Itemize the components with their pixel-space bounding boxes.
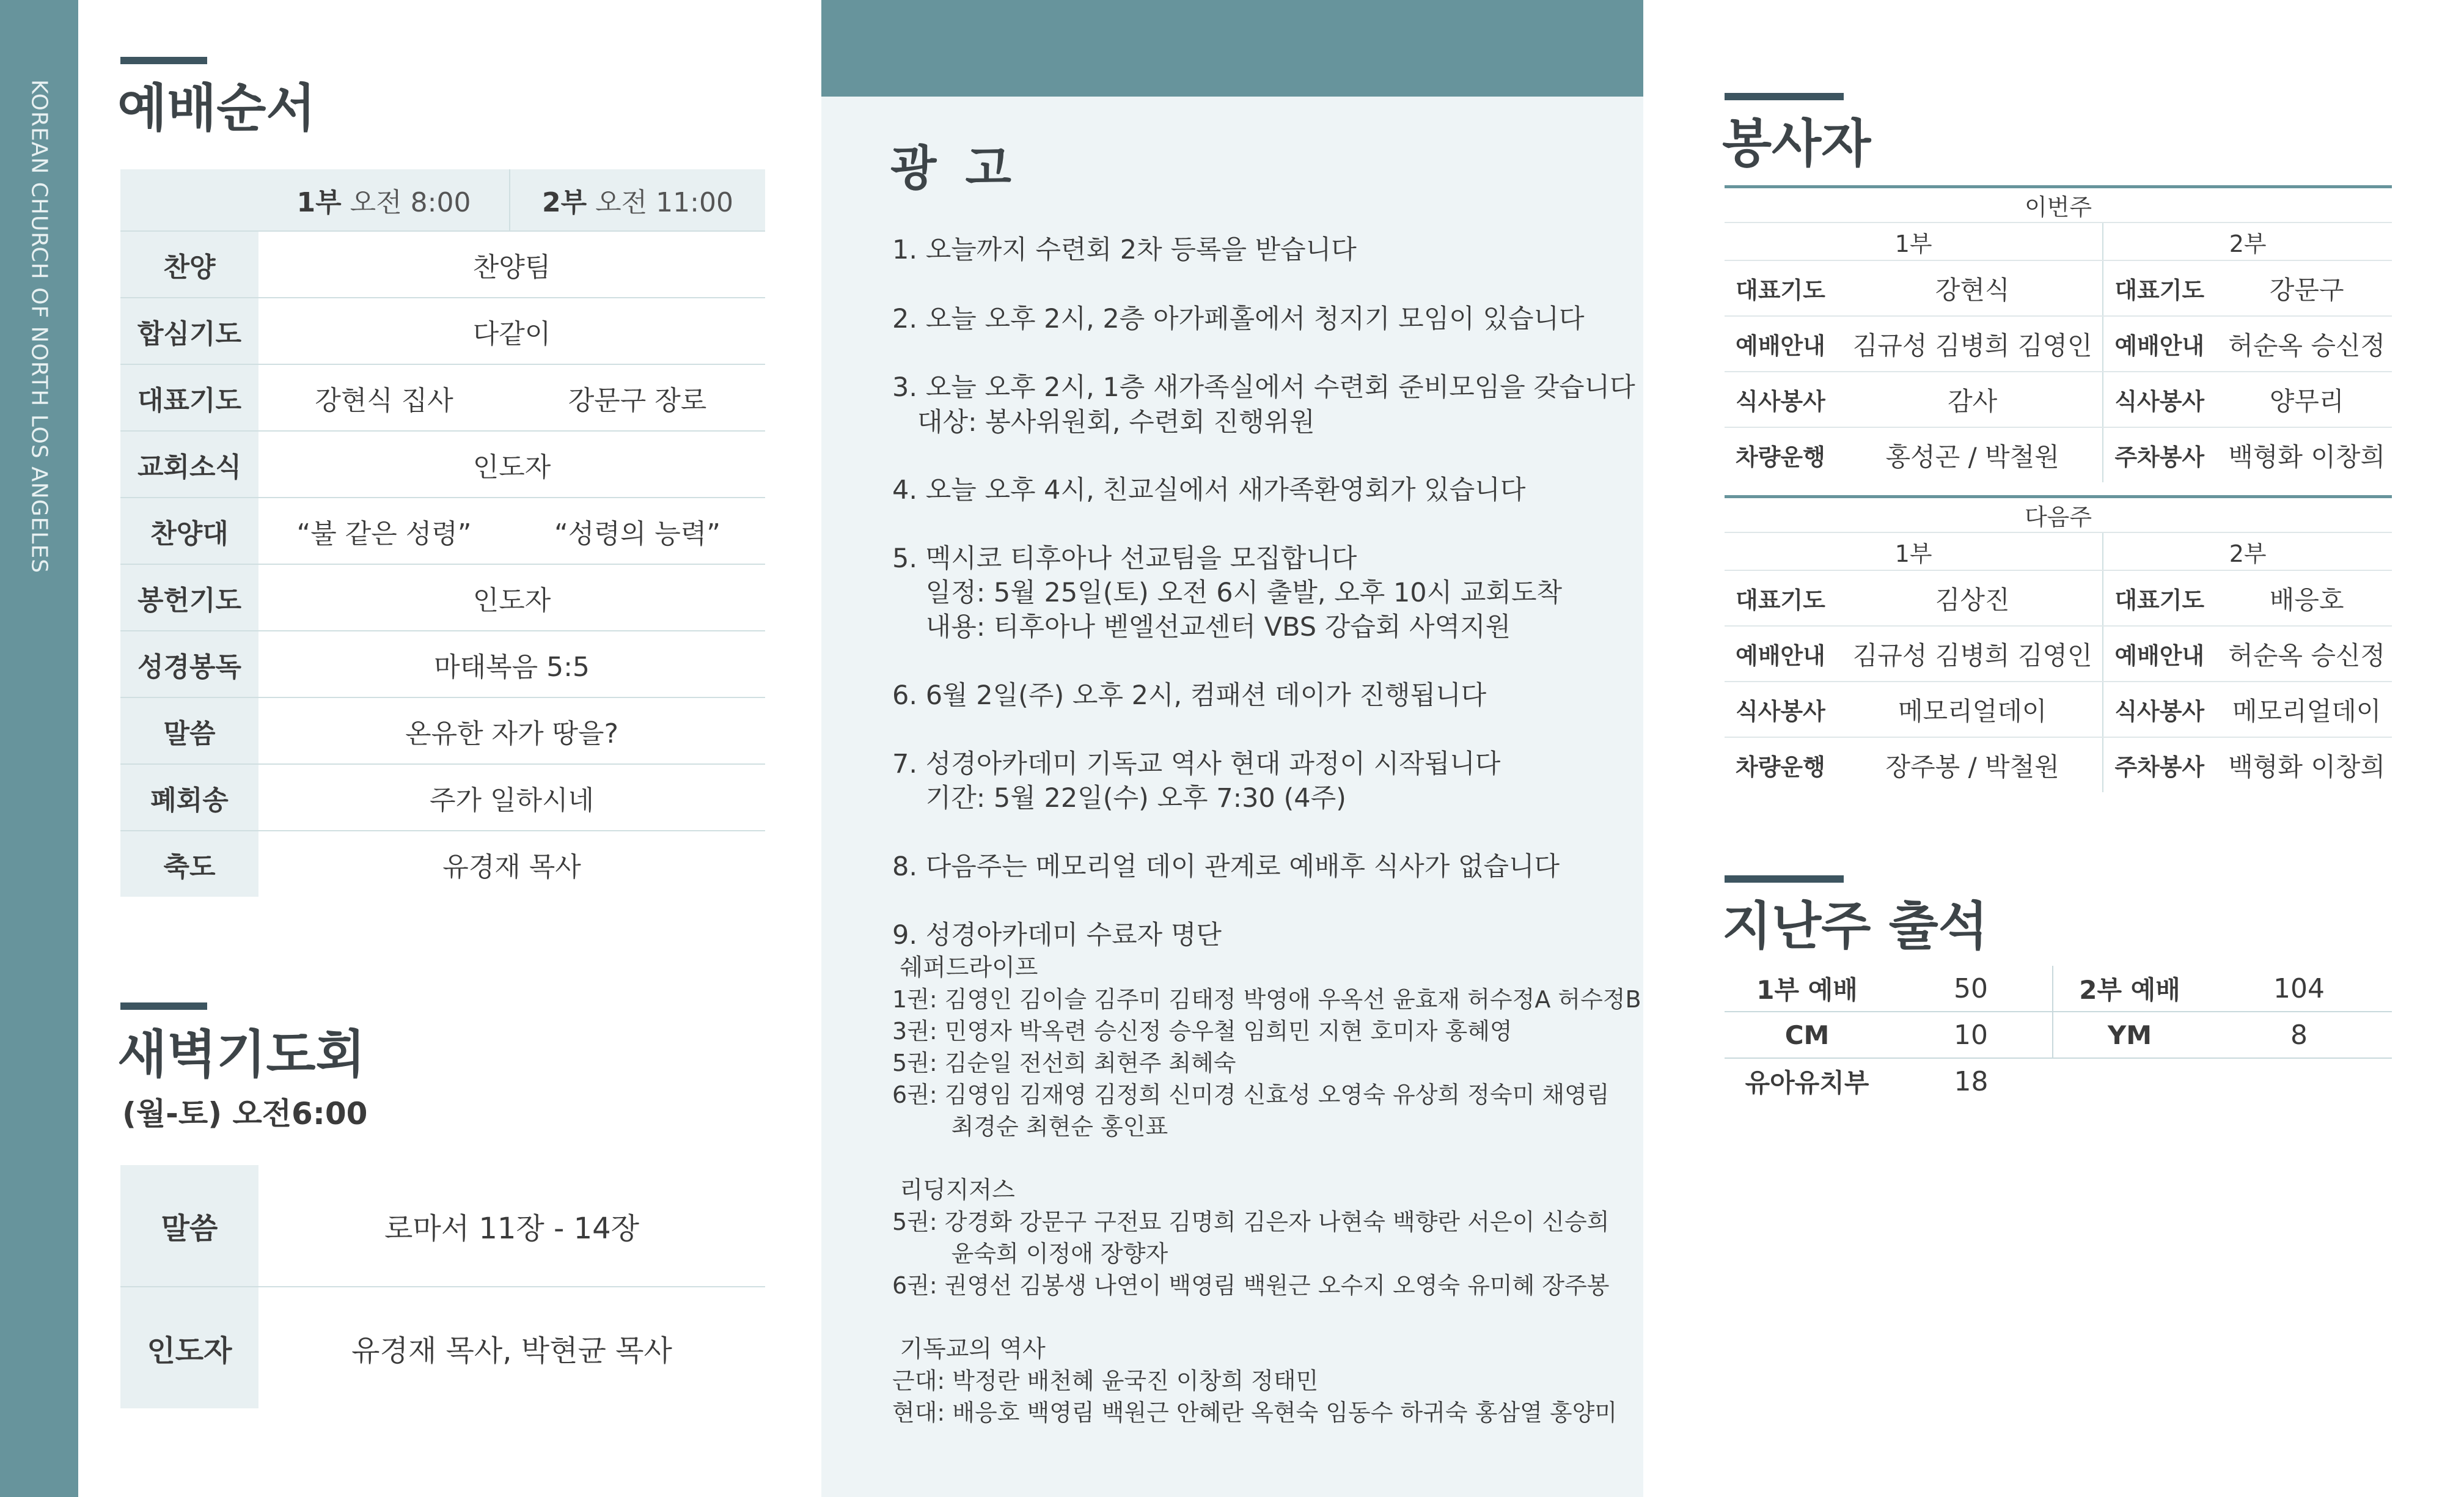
duty-label: 예배안내	[2103, 626, 2221, 682]
row-label: 말씀	[120, 697, 258, 764]
row-label: 찬양	[120, 231, 258, 298]
duty-label: 식사봉사	[1725, 682, 1843, 737]
announcement-line: 리딩지저스	[892, 1177, 1015, 1204]
duty-label: 예배안내	[1725, 626, 1843, 682]
service-row	[120, 631, 765, 697]
dawn-row	[120, 1287, 765, 1408]
service-row	[120, 298, 765, 364]
row-label: 축도	[120, 831, 258, 897]
part2-heading: 2부	[2103, 223, 2392, 260]
church-name-vertical: KOREAN CHURCH OF NORTH LOS ANGELES	[26, 79, 52, 574]
row-label: 말씀	[120, 1165, 258, 1287]
duty-label: 차량운행	[1736, 754, 1825, 781]
announcement-header-band	[821, 0, 1643, 97]
part2-heading: 2부	[2103, 532, 2392, 570]
row-value: 유경재 목사	[442, 851, 581, 883]
dawn-subtitle: (월-토) 오전6:00	[122, 1096, 368, 1131]
volunteer-row	[1725, 260, 2392, 316]
row-label: 대표기도	[120, 364, 258, 431]
announcement-line: 일정: 5월 25일(토) 오전 6시 출발, 오후 10시 교회도착	[892, 578, 1563, 608]
announcement-line: 6. 6월 2일(주) 오후 2시, 컴패션 데이가 진행됩니다	[892, 680, 1487, 711]
attendance-value: 104	[2206, 966, 2392, 1012]
next-week-parts-row	[1725, 532, 2392, 570]
row-label: 성경봉독	[120, 631, 258, 697]
announcement-line: 1. 오늘까지 수련회 2차 등록을 받습니다	[892, 235, 1357, 265]
attendance-row	[1725, 1058, 2392, 1104]
volunteer-row	[1725, 316, 2392, 372]
volunteers-next-week-table	[1725, 495, 2392, 792]
row-value-part1: “불 같은 성령”	[258, 498, 510, 564]
duty-label: 식사봉사	[2103, 682, 2221, 737]
this-week-parts-row	[1725, 223, 2392, 260]
row-label: 봉헌기도	[120, 564, 258, 631]
attendance-value: 50	[1890, 966, 2053, 1012]
duty-label: 주차봉사	[2103, 427, 2221, 482]
attendance-value: 10	[1890, 1012, 2053, 1058]
duty-label: 대표기도	[2103, 260, 2221, 316]
duty-value: 배응호	[2221, 570, 2392, 626]
part2-time: 오전 11:00	[595, 187, 733, 218]
announcement-line: 대상: 봉사위원회, 수련회 진행위원	[892, 407, 1315, 438]
next-week-heading: 다음주	[1725, 497, 2392, 533]
service-row	[120, 831, 765, 897]
attendance-label: 유아유치부	[1745, 1068, 1869, 1098]
duty-label: 예배안내	[1725, 316, 1843, 372]
announcement-line: 3. 오늘 오후 2시, 1층 새가족실에서 수련회 준비모임을 갖습니다	[892, 372, 1635, 403]
duty-value: 강문구	[2221, 260, 2392, 316]
attendance-empty-cell	[2206, 1058, 2392, 1104]
attendance-label: 1부 예배	[1725, 966, 1890, 1012]
part2-label: 2부	[542, 187, 587, 218]
next-week-heading-row	[1725, 497, 2392, 533]
dawn-row	[120, 1165, 765, 1287]
duty-value: 김규성 김병희 김영인	[1843, 626, 2103, 682]
row-value: 마태복음 5:5	[258, 631, 765, 697]
duty-value: 김규성 김병희 김영인	[1843, 316, 2103, 372]
service-row	[120, 431, 765, 498]
announcement-line: 4. 오늘 오후 4시, 친교실에서 새가족환영회가 있습니다	[892, 475, 1526, 506]
announcement-line: 5. 멕시코 티후아나 선교팀을 모집합니다	[892, 543, 1357, 574]
this-week-heading: 이번주	[1725, 187, 2392, 223]
duty-value: 장주봉 / 박철원	[1885, 751, 2059, 782]
announcement-line: 윤숙희 이정애 장향자	[892, 1240, 1168, 1267]
duty-value: 홍성곤 / 박철원	[1885, 441, 2059, 472]
announcement-line: 6권: 권영선 김봉생 나연이 백영림 백원근 오수지 오영숙 유미혜 장주봉	[892, 1272, 1610, 1299]
row-value: 로마서 11장 - 14장	[258, 1165, 765, 1287]
row-value: 찬양팀	[258, 231, 765, 298]
volunteer-row	[1725, 737, 2392, 792]
duty-value: 양무리	[2221, 372, 2392, 427]
volunteer-row	[1725, 570, 2392, 626]
announcement-line: 최경순 최현순 홍인표	[892, 1113, 1168, 1140]
order-of-service-table	[120, 169, 765, 897]
announcement-line: 2. 오늘 오후 2시, 2층 아가페홀에서 청지기 모임이 있습니다	[892, 304, 1585, 334]
service-row	[120, 564, 765, 631]
service-title-accent	[120, 57, 207, 64]
announcement-line: 쉐퍼드라이프	[892, 954, 1038, 982]
header-part2	[510, 169, 765, 231]
volunteer-row	[1725, 427, 2392, 482]
volunteers-this-week-table	[1725, 185, 2392, 482]
attendance-label: YM	[2053, 1012, 2206, 1058]
duty-label: 대표기도	[1725, 570, 1843, 626]
row-value: 다같이	[258, 298, 765, 364]
announcement-line: 7. 성경아카데미 기독교 역사 현대 과정이 시작됩니다	[892, 749, 1501, 779]
dawn-title: 새벽기도회	[117, 1024, 365, 1084]
announcement-line: 3권: 민영자 박옥련 승신정 승우철 임희민 지현 호미자 홍혜영	[892, 1018, 1513, 1045]
duty-value: 허순옥 승신정	[2221, 626, 2392, 682]
row-label: 합심기도	[120, 298, 258, 364]
this-week-heading-row	[1725, 187, 2392, 223]
announcement-title: 광 고	[890, 141, 1018, 196]
announcement-line: 5권: 강경화 강문구 구전묘 김명희 김은자 나현숙 백향란 서은이 신승희	[892, 1208, 1610, 1235]
part1-time: 오전 8:00	[350, 187, 471, 218]
announcement-line: 6권: 김영임 김재영 김정희 신미경 신효성 오영숙 유상희 정숙미 채영림	[892, 1081, 1610, 1108]
row-value: 인도자	[258, 564, 765, 631]
service-title: 예배순서	[117, 78, 316, 138]
attendance-label: 2부 예배	[2053, 966, 2206, 1012]
row-value-part2: 강문구 장로	[510, 364, 765, 431]
announcement-line: 기독교의 역사	[892, 1336, 1046, 1363]
service-row	[120, 498, 765, 564]
volunteer-row	[1725, 682, 2392, 737]
duty-value: 강현식	[1843, 260, 2103, 316]
part1-heading: 1부	[1725, 532, 2103, 570]
attendance-empty-cell	[2053, 1058, 2206, 1104]
announcement-line: 현대: 배응호 백영림 백원근 안혜란 옥현숙 임동수 하귀숙 홍삼열 홍양미	[892, 1399, 1618, 1426]
service-row	[120, 764, 765, 831]
announcement-line: 근대: 박정란 배천혜 윤국진 이창희 정태민	[892, 1367, 1319, 1394]
announcement-line: 기간: 5월 22일(수) 오후 7:30 (4주)	[892, 783, 1346, 814]
volunteers-title: 봉사자	[1722, 113, 1871, 174]
volunteer-row	[1725, 372, 2392, 427]
row-value: 인도자	[258, 431, 765, 498]
row-value-part2: “성령의 능력”	[510, 498, 765, 564]
service-row	[120, 364, 765, 431]
attendance-value: 8	[2206, 1012, 2392, 1058]
dawn-title-accent	[120, 1002, 207, 1010]
service-header-row	[120, 169, 765, 231]
duty-label: 식사봉사	[1725, 372, 1843, 427]
row-value-part1: 강현식 집사	[258, 364, 510, 431]
row-value: 온유한 자가 땅을?	[258, 697, 765, 764]
duty-value: 감사	[1843, 372, 2103, 427]
part1-label: 1부	[296, 187, 342, 218]
duty-value: 김상진	[1843, 570, 2103, 626]
attendance-title: 지난주 출석	[1722, 896, 1988, 956]
attendance-row	[1725, 1012, 2392, 1058]
duty-label: 예배안내	[2103, 316, 2221, 372]
duty-label: 대표기도	[2103, 570, 2221, 626]
duty-value: 허순옥 승신정	[2221, 316, 2392, 372]
announcement-line: 5권: 김순일 전선희 최현주 최혜숙	[892, 1050, 1236, 1076]
header-part1	[258, 169, 510, 231]
dawn-prayer-table	[120, 1165, 765, 1408]
announcement-line: 내용: 티후아나 벧엘선교센터 VBS 강습회 사역지원	[892, 612, 1511, 642]
duty-value: 메모리얼데이	[1843, 682, 2103, 737]
attendance-value: 18	[1954, 1065, 1989, 1097]
service-row	[120, 231, 765, 298]
row-label: 교회소식	[120, 431, 258, 498]
attendance-title-accent	[1725, 875, 1844, 883]
announcement-line: 1권: 김영인 김이슬 김주미 김태정 박영애 우옥선 윤효재 허수정A 허수정B	[892, 986, 1641, 1013]
attendance-row	[1725, 966, 2392, 1012]
attendance-table	[1725, 966, 2392, 1104]
row-value: 유경재 목사, 박현균 목사	[351, 1333, 672, 1368]
announcement-line: 8. 다음주는 메모리얼 데이 관계로 예배후 식사가 없습니다	[892, 851, 1560, 882]
duty-value: 백형화 이창희	[2228, 441, 2386, 472]
volunteers-title-accent	[1725, 93, 1844, 100]
duty-label: 주차봉사	[2103, 737, 2221, 792]
announcement-line: 9. 성경아카데미 수료자 명단	[892, 920, 1222, 951]
duty-value: 백형화 이창희	[2228, 751, 2386, 782]
duty-value: 메모리얼데이	[2221, 682, 2392, 737]
duty-label: 대표기도	[1725, 260, 1843, 316]
row-value: 주가 일하시네	[258, 764, 765, 831]
duty-label: 차량운행	[1736, 444, 1825, 471]
row-label: 인도자	[120, 1287, 258, 1408]
duty-label: 식사봉사	[2103, 372, 2221, 427]
service-row	[120, 697, 765, 764]
row-label: 폐회송	[120, 764, 258, 831]
attendance-label: CM	[1725, 1012, 1890, 1058]
row-label: 찬양대	[120, 498, 258, 564]
part1-heading: 1부	[1725, 223, 2103, 260]
header-empty-cell	[120, 169, 258, 231]
volunteer-row	[1725, 626, 2392, 682]
